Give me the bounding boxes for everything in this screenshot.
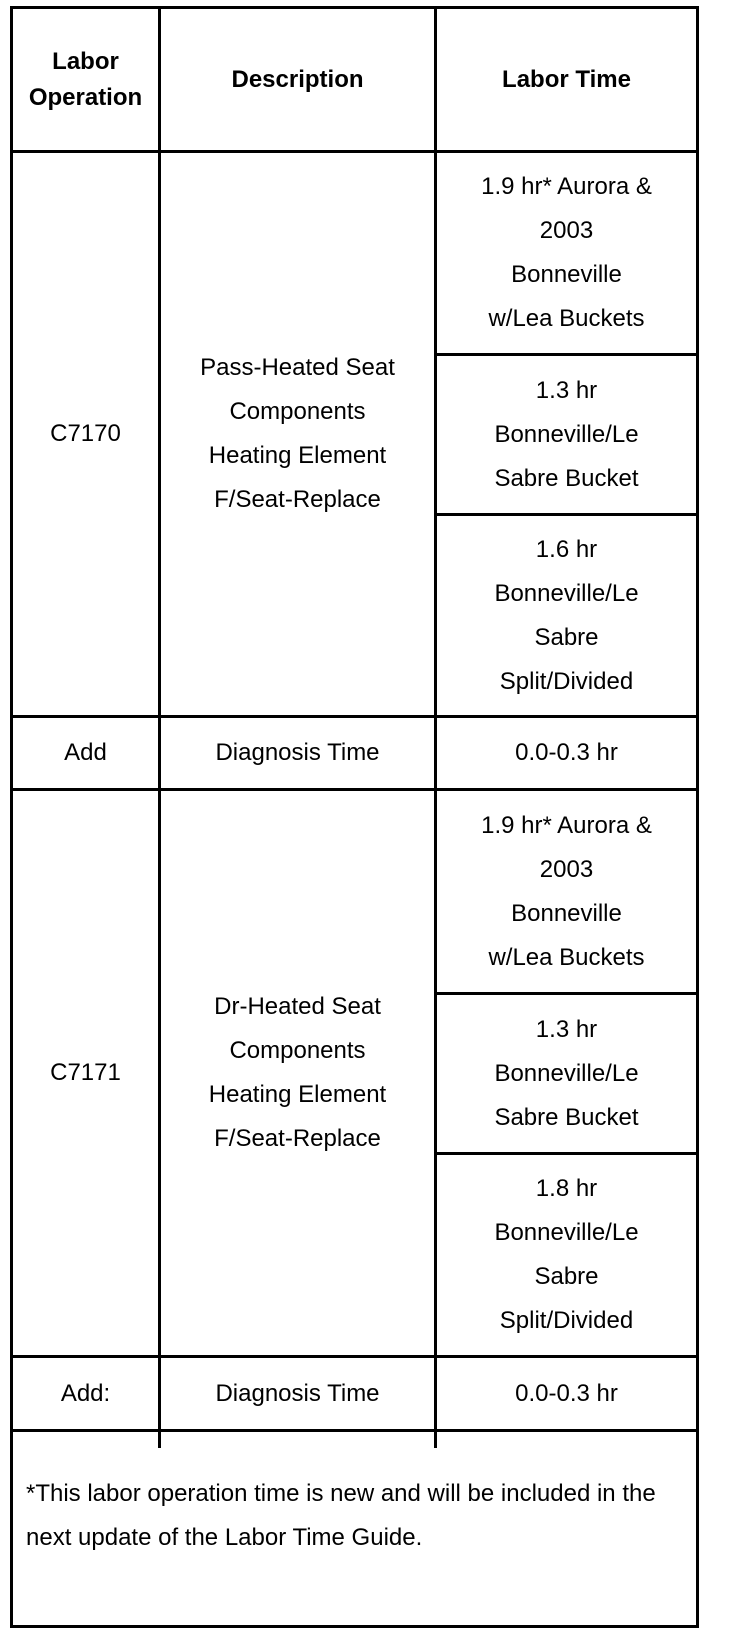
row-divider [10,1429,699,1432]
description-cell: Diagnosis Time [215,739,380,766]
description-cell: Dr-Heated Seat Components Heating Element F/Seat-Replace [208,993,387,1152]
labor-time-cell: 1.3 hr Bonneville/Le Sabre Bucket [494,1015,639,1131]
table-border-bottom [10,1625,699,1628]
footnote: *This labor operation time is new and will be included in the next update of the Labor Time Guide. [26,1480,656,1551]
labor-time-cell: 1.6 hr Bonneville/Le Sabre Split/Divided [494,535,639,695]
operation-add: Add: [60,1379,111,1407]
operation-code-c7171: C7171 [50,1059,121,1086]
labor-time-cell: 1.9 hr* Aurora & 2003 Bonneville w/Lea Buckets [481,811,652,971]
header-labor-time: Labor Time [502,65,631,93]
operation-add: Add [64,739,107,766]
header-description: Description [231,65,364,93]
header-labor-operation: Labor Operation [28,47,143,111]
table-border-right [696,6,699,1628]
labor-time-cell: 0.0-0.3 hr [515,739,618,766]
operation-code-c7170: C7170 [50,420,121,447]
labor-time-cell: 1.9 hr* Aurora & 2003 Bonneville w/Lea Buckets [481,173,652,332]
description-cell: Diagnosis Time [215,1379,380,1407]
labor-time-cell: 1.3 hr Bonneville/Le Sabre Bucket [494,376,639,492]
description-cell: Pass-Heated Seat Components Heating Element F/Seat-Replace [200,354,395,513]
labor-time-cell: 1.8 hr Bonneville/Le Sabre Split/Divided [494,1175,639,1334]
labor-time-cell: 0.0-0.3 hr [515,1379,618,1407]
